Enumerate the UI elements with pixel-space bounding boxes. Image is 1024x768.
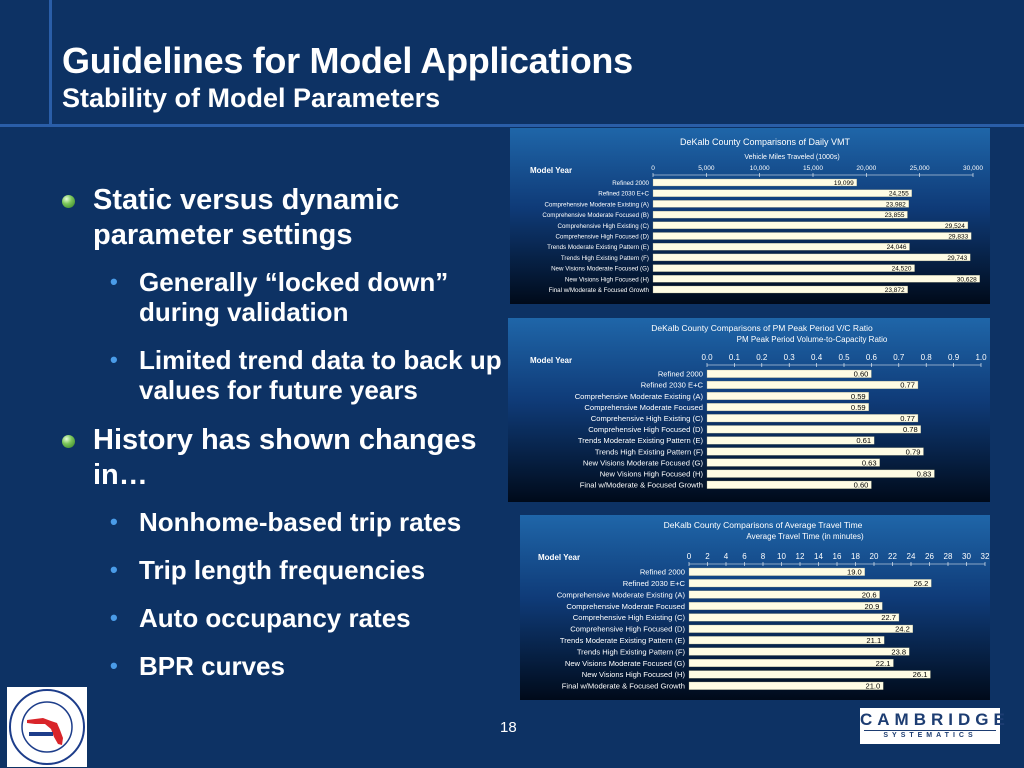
bullet-text: Limited trend data to back up values for future years: [139, 345, 502, 405]
bar: [707, 403, 869, 411]
travel-time-chart-panel: [520, 515, 990, 700]
bullet-dot-icon: •: [110, 347, 118, 372]
tick-label: 20,000: [856, 165, 877, 172]
data-label: 23.8: [891, 647, 907, 657]
data-label: 26.1: [912, 670, 928, 680]
data-label: 0.61: [856, 436, 872, 446]
sub-bullet-item: [60, 651, 515, 681]
tick-label: 30,000: [963, 165, 983, 172]
data-label: 0.78: [902, 425, 918, 435]
category-label: New Visions Moderate Focused (G): [564, 658, 685, 668]
bar: [689, 579, 931, 587]
tick-label: 0.4: [811, 353, 823, 362]
bar: [689, 648, 909, 656]
tick-label: 1.0: [975, 353, 987, 362]
tick-label: 0: [686, 552, 692, 561]
bar: [653, 243, 909, 250]
sub-bullet-item: [60, 603, 515, 633]
tick-label: 25,000: [909, 165, 930, 172]
data-label: 0.63: [861, 458, 877, 468]
bar: [653, 211, 907, 218]
tick-label: 30: [962, 552, 971, 561]
bar: [689, 614, 899, 622]
vmt-chart: [510, 128, 990, 304]
category-label: Refined 2030 E+C: [640, 380, 703, 390]
data-label: 0.77: [900, 380, 915, 390]
category-label: Trends High Existing Pattern (F): [576, 647, 685, 657]
data-label: 19,099: [833, 180, 854, 187]
category-label: New Visions Moderate Focused (G): [551, 265, 649, 273]
bar: [689, 636, 884, 644]
chart-subtitle: Average Travel Time (in minutes): [746, 532, 864, 541]
data-label: 0.60: [853, 480, 869, 490]
bar: [707, 381, 918, 389]
bullet-dot-icon: •: [110, 605, 118, 630]
data-label: 23,982: [885, 201, 906, 209]
bullet-text: Nonhome-based trip rates: [139, 507, 462, 537]
data-label: 20.6: [861, 590, 877, 600]
data-label: 24,255: [888, 190, 909, 198]
data-label: 22.7: [881, 613, 896, 623]
logo-rule: [864, 730, 996, 731]
bar: [707, 426, 921, 434]
logo-sub-text: SYSTEMATICS: [883, 732, 977, 739]
tick-label: 18: [851, 552, 860, 561]
category-label: Comprehensive High Existing (C): [572, 613, 685, 623]
vmt-plot: [542, 165, 983, 294]
bar: [689, 568, 865, 576]
header-vertical-rule: [49, 0, 52, 127]
tick-label: 14: [814, 552, 823, 561]
tick-label: 0.5: [838, 353, 850, 362]
bar: [707, 392, 869, 400]
sub-bullet-item: [60, 345, 515, 405]
tick-label: 0.1: [728, 353, 740, 362]
vc-chart: [508, 318, 990, 502]
category-label: Comprehensive High Focused (D): [555, 233, 649, 241]
bar: [707, 481, 871, 489]
category-label: Trends Moderate Existing Pattern (E): [559, 636, 685, 645]
bar: [707, 437, 874, 445]
category-label: Refined 2030 E+C: [622, 579, 685, 588]
bar: [707, 414, 918, 422]
fdot-seal-logo: [7, 687, 87, 767]
bullet-text: Trip length frequencies: [139, 555, 426, 585]
category-label: Final w/Moderate & Focused Growth: [548, 287, 649, 294]
data-label: 26.2: [913, 579, 929, 588]
category-label: Trends Moderate Existing Pattern (E): [577, 436, 703, 446]
bar: [653, 200, 909, 207]
bar: [689, 625, 913, 633]
data-label: 0.60: [853, 369, 869, 379]
category-label: New Visions Moderate Focused (G): [582, 458, 703, 468]
bullet-item: [60, 423, 515, 493]
tick-label: 5,000: [698, 165, 715, 172]
bullet-dot-icon: •: [110, 269, 118, 294]
data-label: 23,855: [884, 212, 905, 220]
data-label: 0.59: [850, 391, 866, 401]
category-label: Comprehensive High Existing (C): [557, 222, 649, 230]
category-header: Model Year: [530, 166, 573, 175]
data-label: 24,520: [891, 265, 912, 273]
data-label: 0.79: [905, 447, 921, 457]
bar: [653, 265, 915, 272]
vc-plot: [575, 353, 987, 490]
bar: [707, 459, 880, 467]
logo-main-text: CAMBRIDGE: [860, 710, 1010, 729]
bar: [689, 602, 882, 610]
tick-label: 20: [869, 552, 879, 561]
slide-subtitle: Stability of Model Parameters: [62, 83, 441, 113]
tick-label: 10,000: [749, 165, 770, 172]
tick-label: 0.7: [893, 353, 905, 362]
data-label: 29,524: [945, 222, 965, 230]
tick-label: 32: [980, 552, 990, 561]
bullet-sphere-icon: [62, 195, 75, 208]
category-label: Comprehensive Moderate Focused: [566, 601, 685, 611]
bullet-item: [60, 183, 515, 253]
data-label: 19.0: [846, 567, 862, 577]
data-label: 21.0: [865, 681, 881, 691]
tick-label: 12: [795, 552, 805, 561]
data-label: 24,046: [886, 244, 907, 252]
category-label: Comprehensive Moderate Focused: [584, 402, 703, 412]
tick-label: 4: [723, 552, 729, 561]
sub-bullet-item: [60, 555, 515, 585]
data-label: 24.2: [895, 624, 910, 634]
travel-time-plot: [557, 552, 990, 691]
tick-label: 6: [742, 552, 747, 561]
slide-title: Guidelines for Model Applications: [62, 40, 633, 81]
category-label: Trends Moderate Existing Pattern (E): [547, 244, 649, 252]
bullet-text: History has shown changes in…: [93, 424, 477, 491]
category-label: Trends High Existing Pattern (F): [560, 254, 649, 262]
category-label: Refined 2000: [639, 567, 685, 577]
category-label: Comprehensive High Focused (D): [588, 425, 703, 435]
tick-label: 28: [943, 552, 953, 561]
bullet-dot-icon: •: [110, 653, 118, 678]
tick-label: 22: [888, 552, 897, 561]
tick-label: 10: [777, 552, 786, 561]
chart-title: DeKalb County Comparisons of Daily VMT: [679, 137, 851, 147]
category-label: Refined 2000: [612, 180, 649, 187]
data-label: 0.83: [916, 469, 932, 479]
category-header: Model Year: [530, 356, 573, 365]
bar: [707, 470, 934, 478]
bar: [653, 286, 908, 293]
data-label: 23,872: [884, 287, 905, 294]
bullet-text: BPR curves: [139, 651, 285, 681]
bar: [653, 275, 980, 282]
bullet-list: [60, 183, 515, 699]
bar: [653, 179, 857, 186]
bar: [689, 682, 883, 690]
category-label: Trends High Existing Pattern (F): [594, 447, 703, 457]
travel-time-chart: [520, 515, 990, 700]
bar: [689, 659, 893, 667]
bullet-text: Static versus dynamic parameter settings: [93, 184, 400, 251]
sub-bullet-item: [60, 507, 515, 537]
data-label: 0.77: [900, 414, 915, 423]
bar: [653, 190, 912, 197]
category-label: Comprehensive High Existing (C): [590, 414, 703, 423]
bullet-dot-icon: •: [110, 557, 118, 582]
bar: [653, 222, 968, 229]
bullet-dot-icon: •: [110, 509, 118, 534]
data-label: 21.1: [866, 636, 882, 645]
data-label: 0.59: [850, 402, 866, 412]
bar: [707, 370, 871, 378]
tick-label: 16: [832, 552, 842, 561]
category-label: Comprehensive Moderate Existing (A): [574, 391, 703, 401]
vc-chart-panel: [508, 318, 990, 502]
bar: [689, 591, 880, 599]
category-header: Model Year: [538, 553, 581, 562]
category-label: Comprehensive High Focused (D): [570, 624, 685, 634]
tick-label: 2: [705, 552, 710, 561]
page-number: 18: [500, 719, 517, 736]
category-label: New Visions High Focused (H): [581, 670, 685, 680]
data-label: 30,628: [956, 276, 977, 284]
category-label: Refined 2000: [657, 369, 703, 379]
cambridge-systematics-logo: [860, 708, 1010, 744]
category-label: Refined 2030 E+C: [598, 190, 649, 198]
sub-bullet-item: [60, 267, 515, 327]
data-label: 20.9: [864, 601, 880, 611]
tick-label: 15,000: [803, 165, 823, 172]
bar: [653, 254, 970, 261]
tick-label: 8: [760, 552, 766, 561]
data-label: 22.1: [875, 658, 891, 668]
category-label: Comprehensive Moderate Existing (A): [556, 590, 685, 600]
bullet-text: Auto occupancy rates: [139, 603, 411, 633]
tick-label: 26: [925, 552, 934, 561]
bullet-sphere-icon: [62, 435, 75, 448]
chart-title: DeKalb County Comparisons of Average Travel Time: [663, 520, 863, 530]
bar: [707, 448, 923, 456]
category-label: Final w/Moderate & Focused Growth: [561, 681, 685, 691]
chart-title: DeKalb County Comparisons of PM Peak Period V/C Ratio: [651, 323, 873, 333]
tick-label: 0.8: [920, 353, 932, 362]
tick-label: 0: [651, 165, 655, 172]
category-label: Comprehensive Moderate Focused (B): [542, 212, 649, 220]
tick-label: 0.0: [701, 353, 713, 362]
tick-label: 0.2: [756, 353, 768, 362]
tick-label: 0.3: [783, 353, 795, 362]
tick-label: 24: [906, 552, 916, 561]
category-label: New Visions High Focused (H): [599, 469, 703, 479]
chart-subtitle: PM Peak Period Volume-to-Capacity Ratio: [736, 335, 888, 344]
tick-label: 0.6: [865, 353, 877, 362]
vmt-chart-panel: [510, 128, 990, 304]
chart-subtitle: Vehicle Miles Traveled (1000s): [744, 154, 840, 161]
bullet-text: Generally “locked down” during validation: [139, 267, 449, 327]
data-label: 29,743: [947, 254, 968, 262]
bar: [653, 233, 971, 240]
category-label: Comprehensive Moderate Existing (A): [544, 201, 649, 209]
bar: [689, 671, 930, 679]
data-label: 29,833: [948, 233, 969, 241]
tick-label: 0.9: [948, 353, 960, 362]
category-label: New Visions High Focused (H): [564, 276, 649, 284]
category-label: Final w/Moderate & Focused Growth: [579, 480, 703, 490]
header-horizontal-rule: [0, 124, 1024, 127]
